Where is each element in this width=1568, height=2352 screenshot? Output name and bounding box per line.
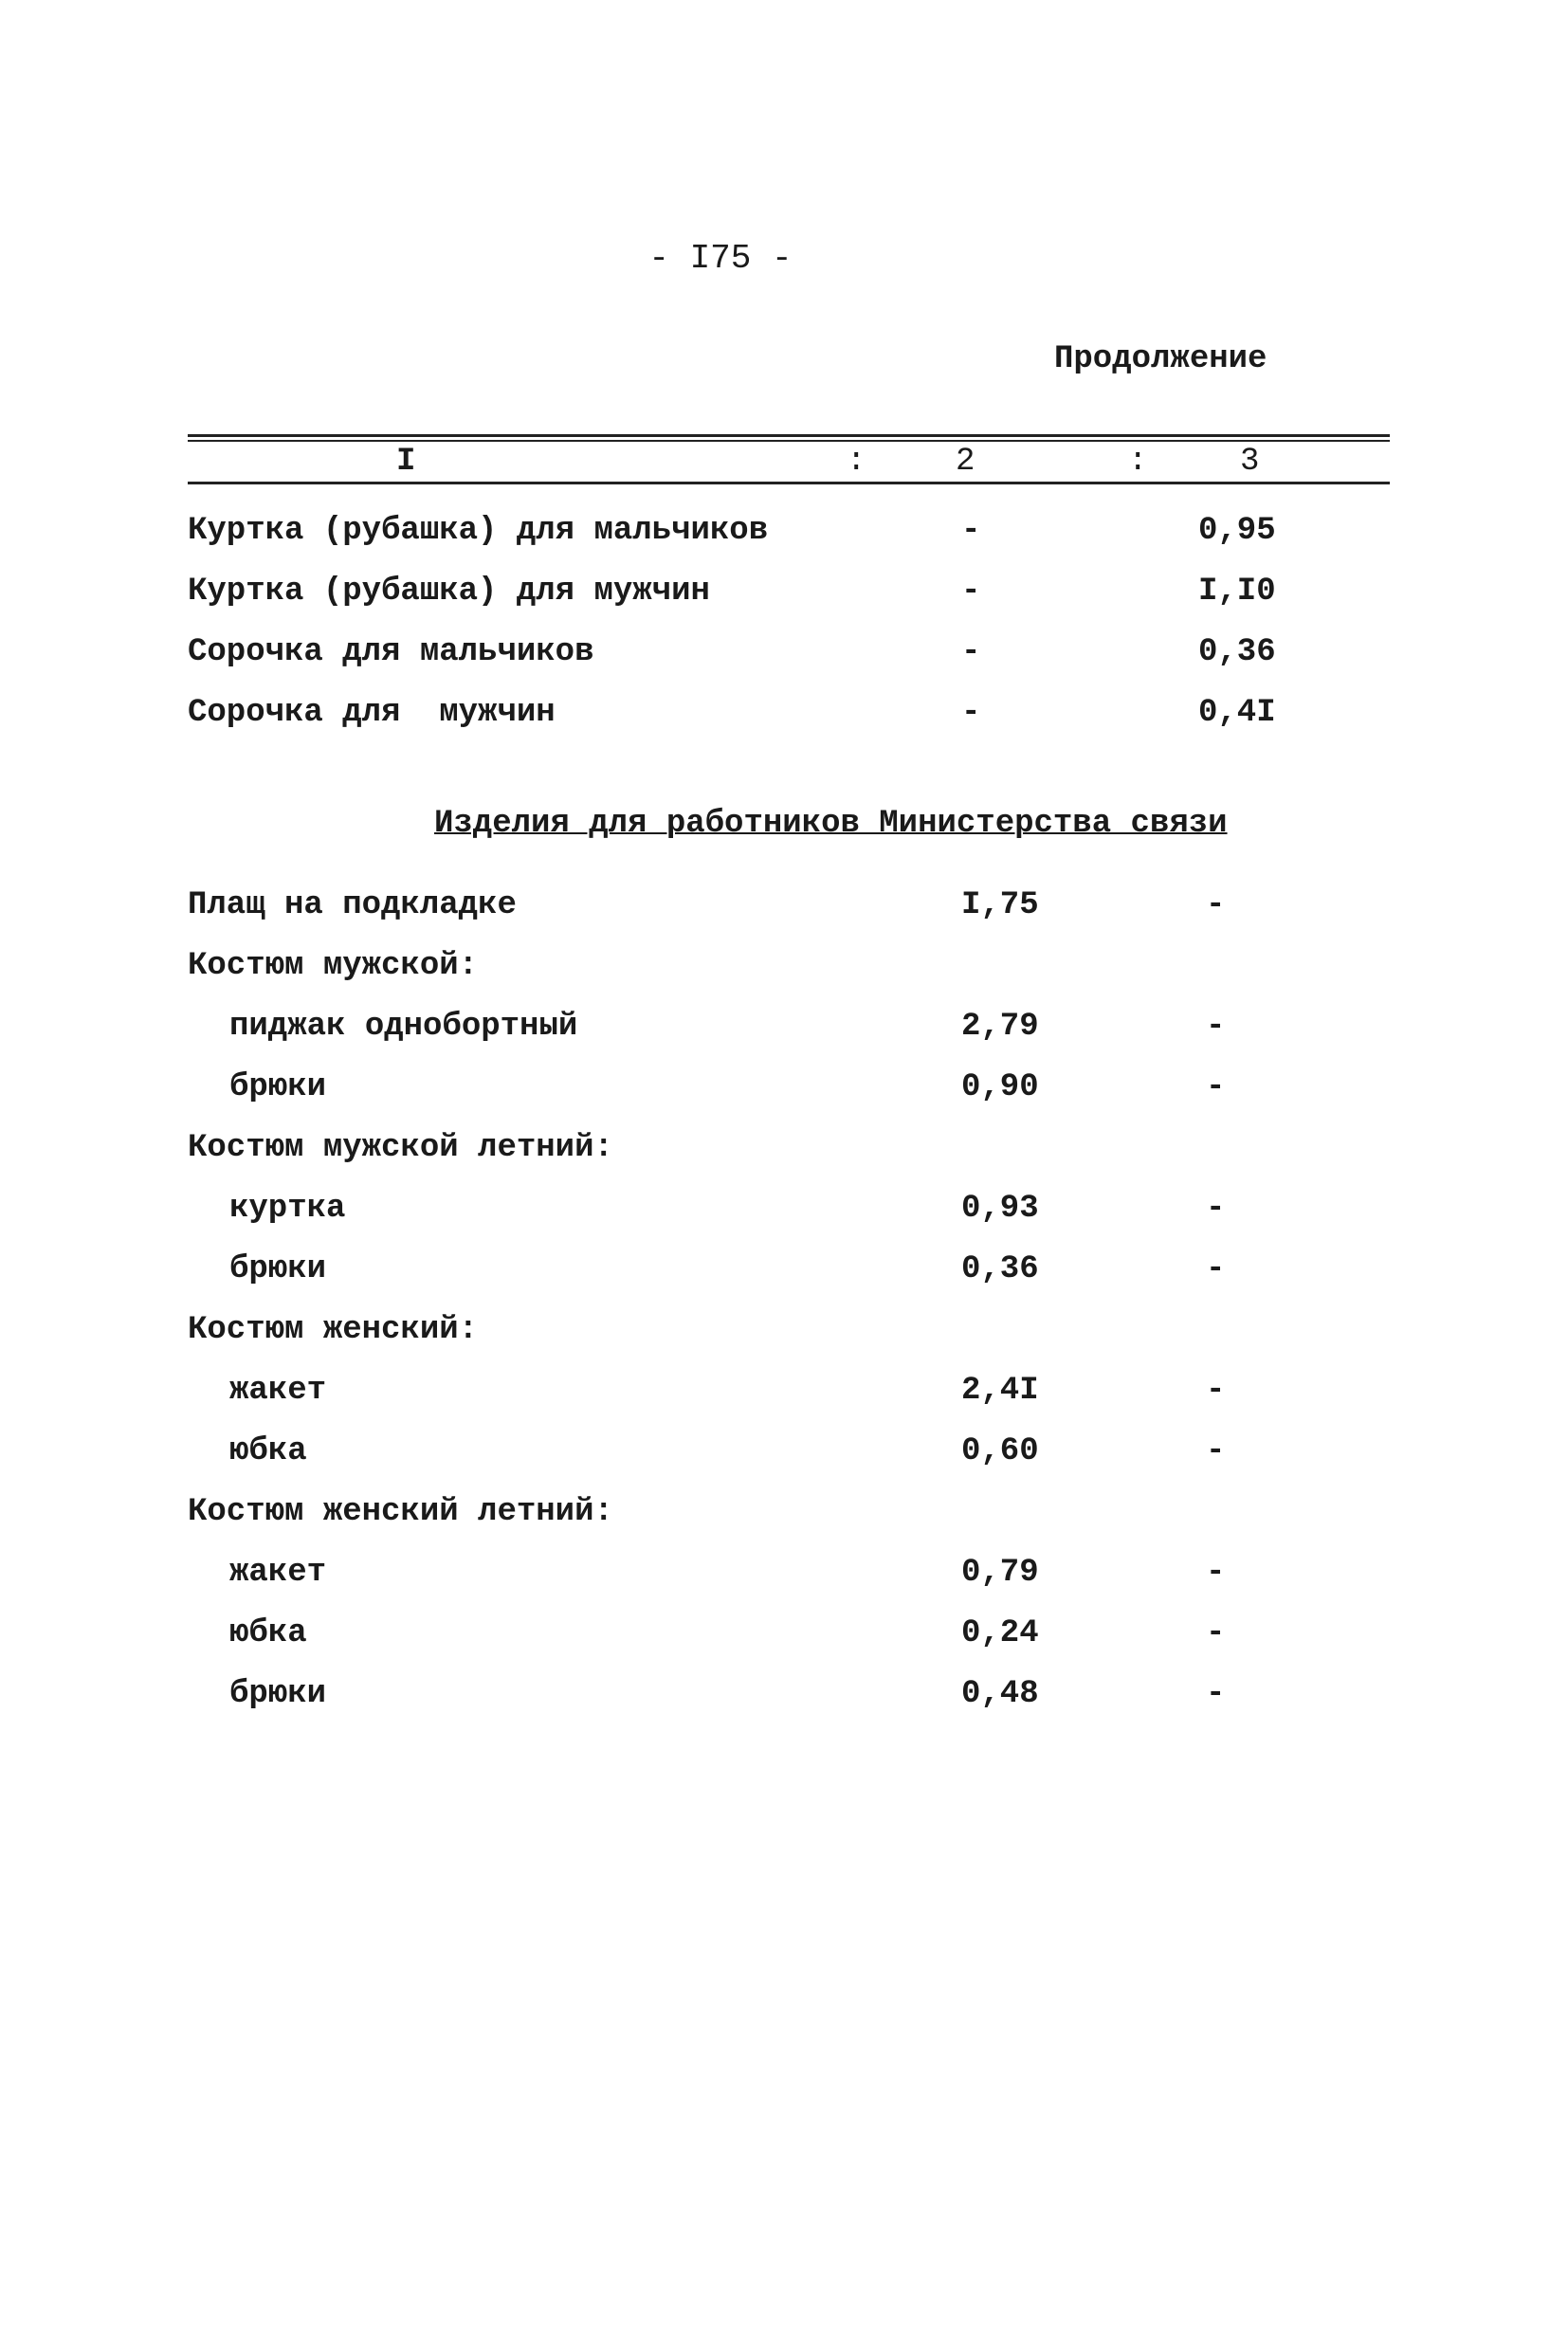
table-row bbox=[188, 1367, 1390, 1414]
row-col-3: - bbox=[1206, 1433, 1226, 1469]
row-col-3: - bbox=[1206, 1069, 1226, 1105]
table-row bbox=[188, 507, 1390, 555]
row-col-2: 0,90 bbox=[961, 1069, 1039, 1105]
header-col-1: I bbox=[396, 444, 416, 480]
row-label: жакет bbox=[229, 1373, 327, 1409]
table-row bbox=[188, 689, 1390, 737]
row-col-2: 2,79 bbox=[961, 1009, 1039, 1045]
table-row bbox=[188, 568, 1390, 615]
table-row bbox=[188, 1246, 1390, 1293]
row-col-2: 0,79 bbox=[961, 1555, 1039, 1591]
row-col-2: 0,60 bbox=[961, 1433, 1039, 1469]
table-row bbox=[188, 1185, 1390, 1232]
row-col-3: - bbox=[1206, 1009, 1226, 1045]
row-label: жакет bbox=[229, 1555, 327, 1591]
row-col-3: - bbox=[1206, 1676, 1226, 1712]
row-col-3: I,I0 bbox=[1198, 574, 1276, 610]
table-row bbox=[188, 1124, 1390, 1172]
row-label: Костюм мужской: bbox=[188, 948, 479, 984]
section-title: Изделия для работников Министерства связи bbox=[434, 806, 1228, 842]
table-row bbox=[188, 629, 1390, 676]
row-col-3: - bbox=[1206, 1615, 1226, 1651]
row-label: куртка bbox=[229, 1191, 346, 1227]
row-label: юбка bbox=[229, 1433, 307, 1469]
header-separator: : bbox=[847, 444, 866, 480]
row-col-3: 0,95 bbox=[1198, 513, 1276, 549]
row-col-2: - bbox=[961, 513, 981, 549]
row-col-2: 2,4I bbox=[961, 1373, 1039, 1409]
table-row bbox=[188, 1306, 1390, 1354]
row-col-2: 0,36 bbox=[961, 1251, 1039, 1287]
table-row bbox=[188, 1428, 1390, 1475]
table-header bbox=[188, 444, 1390, 482]
row-col-2: - bbox=[961, 695, 981, 731]
row-col-2: - bbox=[961, 574, 981, 610]
continuation-label: Продолжение bbox=[1054, 341, 1267, 377]
row-col-2: - bbox=[961, 634, 981, 670]
row-label: Сорочка для мужчин bbox=[188, 695, 556, 731]
row-col-3: - bbox=[1206, 1191, 1226, 1227]
row-label: брюки bbox=[229, 1676, 327, 1712]
row-label: Плащ на подкладке bbox=[188, 887, 517, 923]
row-col-3: 0,4I bbox=[1198, 695, 1276, 731]
table-row bbox=[188, 882, 1390, 929]
table-header-rule bbox=[188, 482, 1390, 484]
row-col-3: - bbox=[1206, 1373, 1226, 1409]
row-label: пиджак однобортный bbox=[229, 1009, 578, 1045]
table-top-rule-double bbox=[188, 440, 1390, 442]
row-label: брюки bbox=[229, 1251, 327, 1287]
table-row bbox=[188, 1003, 1390, 1050]
table-row bbox=[188, 1670, 1390, 1718]
row-col-2: 0,48 bbox=[961, 1676, 1039, 1712]
row-col-3: - bbox=[1206, 1555, 1226, 1591]
header-col-3: 3 bbox=[1240, 444, 1260, 480]
table-row bbox=[188, 1549, 1390, 1596]
page-number: - I75 - bbox=[648, 239, 793, 278]
table-row bbox=[188, 1488, 1390, 1536]
row-col-2: 0,93 bbox=[961, 1191, 1039, 1227]
row-col-2: I,75 bbox=[961, 887, 1039, 923]
table-row bbox=[188, 1064, 1390, 1111]
row-col-3: - bbox=[1206, 1251, 1226, 1287]
row-label: Костюм женский летний: bbox=[188, 1494, 613, 1530]
row-label: Куртка (рубашка) для мальчиков bbox=[188, 513, 769, 549]
header-col-2: 2 bbox=[956, 444, 975, 480]
row-label: Костюм женский: bbox=[188, 1312, 479, 1348]
table-row bbox=[188, 942, 1390, 990]
table-top-rule bbox=[188, 434, 1390, 437]
row-col-3: 0,36 bbox=[1198, 634, 1276, 670]
row-label: брюки bbox=[229, 1069, 327, 1105]
header-separator: : bbox=[1128, 444, 1148, 480]
table-row bbox=[188, 1610, 1390, 1657]
row-label: Сорочка для мальчиков bbox=[188, 634, 594, 670]
row-col-3: - bbox=[1206, 887, 1226, 923]
row-label: юбка bbox=[229, 1615, 307, 1651]
row-label: Костюм мужской летний: bbox=[188, 1130, 613, 1166]
row-label: Куртка (рубашка) для мужчин bbox=[188, 574, 710, 610]
row-col-2: 0,24 bbox=[961, 1615, 1039, 1651]
